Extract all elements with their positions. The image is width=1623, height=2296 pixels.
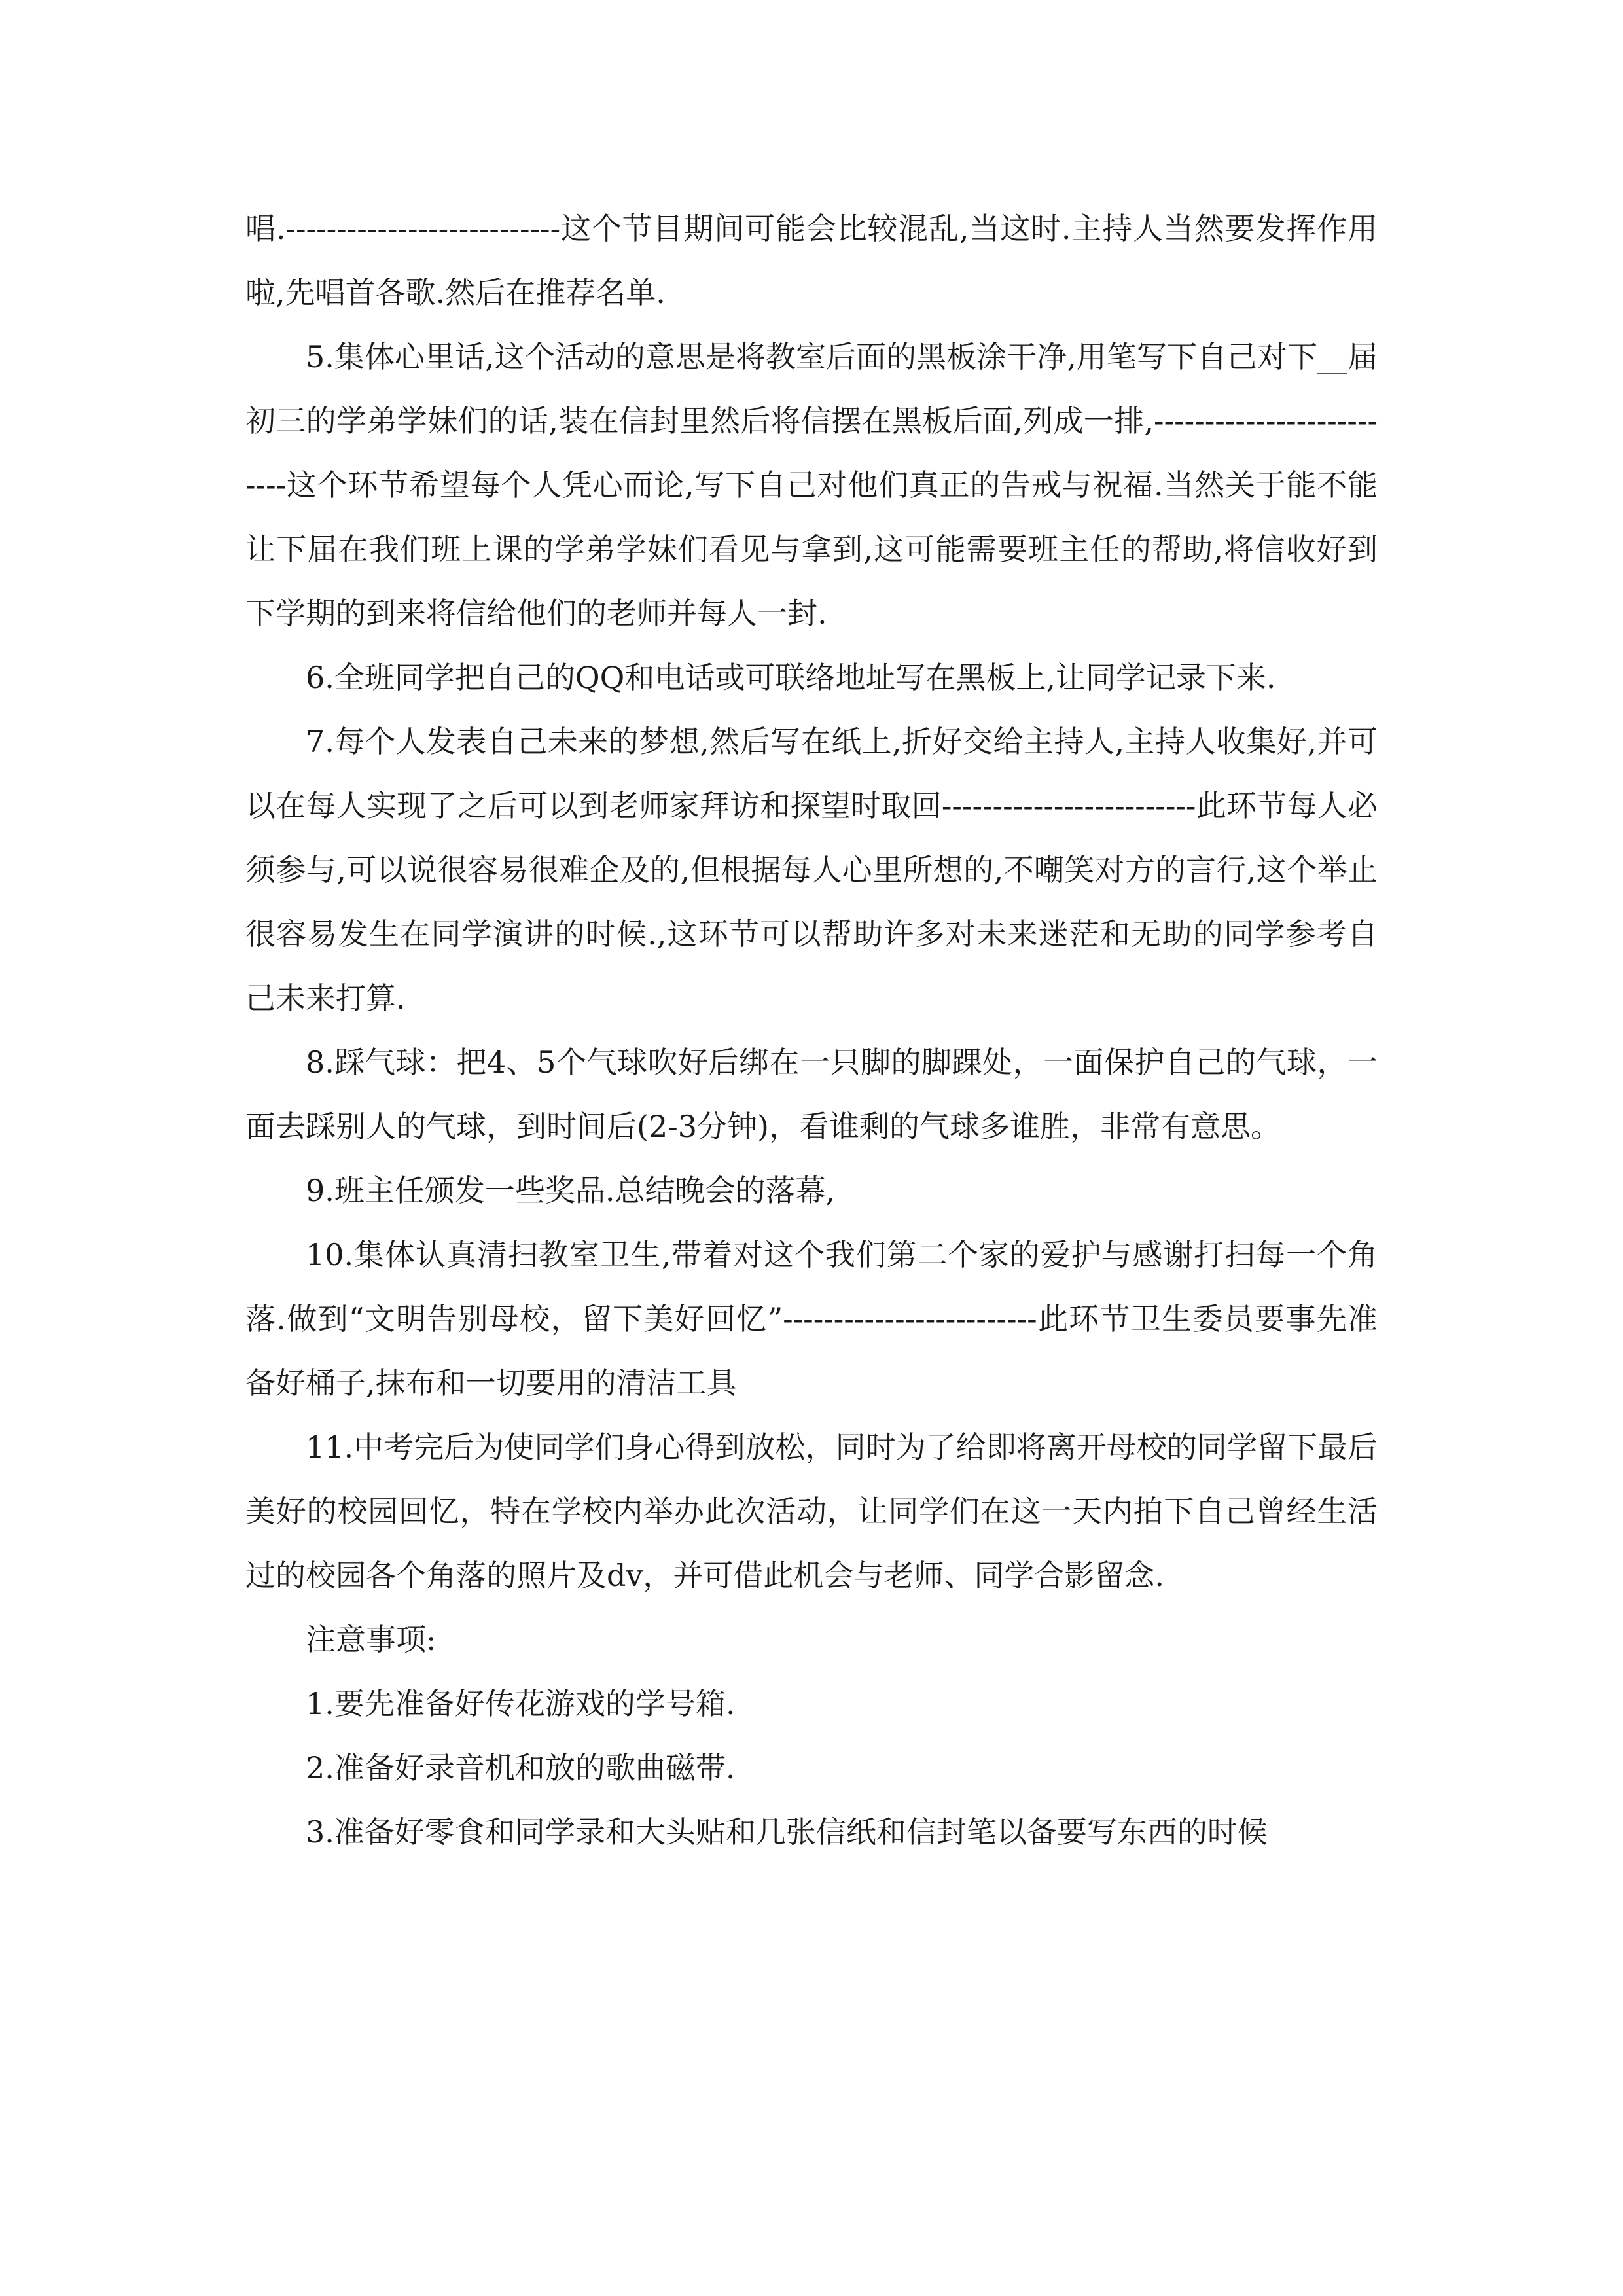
note-item-3: 3.准备好零食和同学录和大头贴和几张信纸和信封笔以备要写东西的时候 <box>306 1814 1268 1850</box>
paragraph-1: 唱.---------------------------这个节目期间可能会比较混乱,当这时.主持人当然要发挥作用啦,先唱首各歌.然后在推荐名单. <box>245 211 1378 310</box>
paragraph-item-10: 10.集体认真清扫教室卫生,带着对这个我们第二个家的爱护与感谢打扫每一个角落.做到“文明告别母校，留下美好回忆”-------------------------此环节卫生委员要事先准备好桶子,抹布和一切要用的清洁工具 <box>245 1237 1378 1401</box>
paragraph-item-5: 5.集体心里话,这个活动的意思是将教室后面的黑板涂干净,用笔写下自己对下__届初三的学弟学妹们的话,装在信封里然后将信摆在黑板后面,列成一排,--------------------------这个环节希望每个人凭心而论,写下自己对他们真正的告戒与祝福.当然关于能不能让下届在我们班上课的学弟学妹们看见与拿到,这可能需要班主任的帮助,将信收好到下学期的到来将信给他们的老师并每人一封. <box>245 339 1378 631</box>
document-body <box>245 196 1378 1864</box>
paragraph-item-8: 8.踩气球：把4、5个气球吹好后绑在一只脚的脚踝处，一面保护自己的气球，一面去踩别人的气球，到时间后(2-3分钟)，看谁剩的气球多谁胜，非常有意思。 <box>245 1045 1378 1144</box>
note-item-1: 1.要先准备好传花游戏的学号箱. <box>306 1686 736 1721</box>
notes-heading: 注意事项: <box>306 1622 437 1657</box>
paragraph-item-7: 7.每个人发表自己未来的梦想,然后写在纸上,折好交给主持人,主持人收集好,并可以在每人实现了之后可以到老师家拜访和探望时取回-------------------------此环节每人必须参与,可以说很容易很难企及的,但根据每人心里所想的,不嘲笑对方的言行,这个举止很容易发生在同学演讲的时候.,这环节可以帮助许多对未来迷茫和无助的同学参考自己未来打算. <box>245 724 1378 1016</box>
note-item-2: 2.准备好录音机和放的歌曲磁带. <box>306 1750 736 1785</box>
paragraph-item-9: 9.班主任颁发一些奖品.总结晚会的落幕, <box>306 1173 836 1208</box>
paragraph-item-11: 11.中考完后为使同学们身心得到放松，同时为了给即将离开母校的同学留下最后美好的校园回忆，特在学校内举办此次活动，让同学们在这一天内拍下自己曾经生活过的校园各个角落的照片及dv，并可借此机会与老师、同学合影留念. <box>245 1429 1378 1593</box>
paragraph-item-6: 6.全班同学把自己的QQ和电话或可联络地址写在黑板上,让同学记录下来. <box>306 660 1276 695</box>
